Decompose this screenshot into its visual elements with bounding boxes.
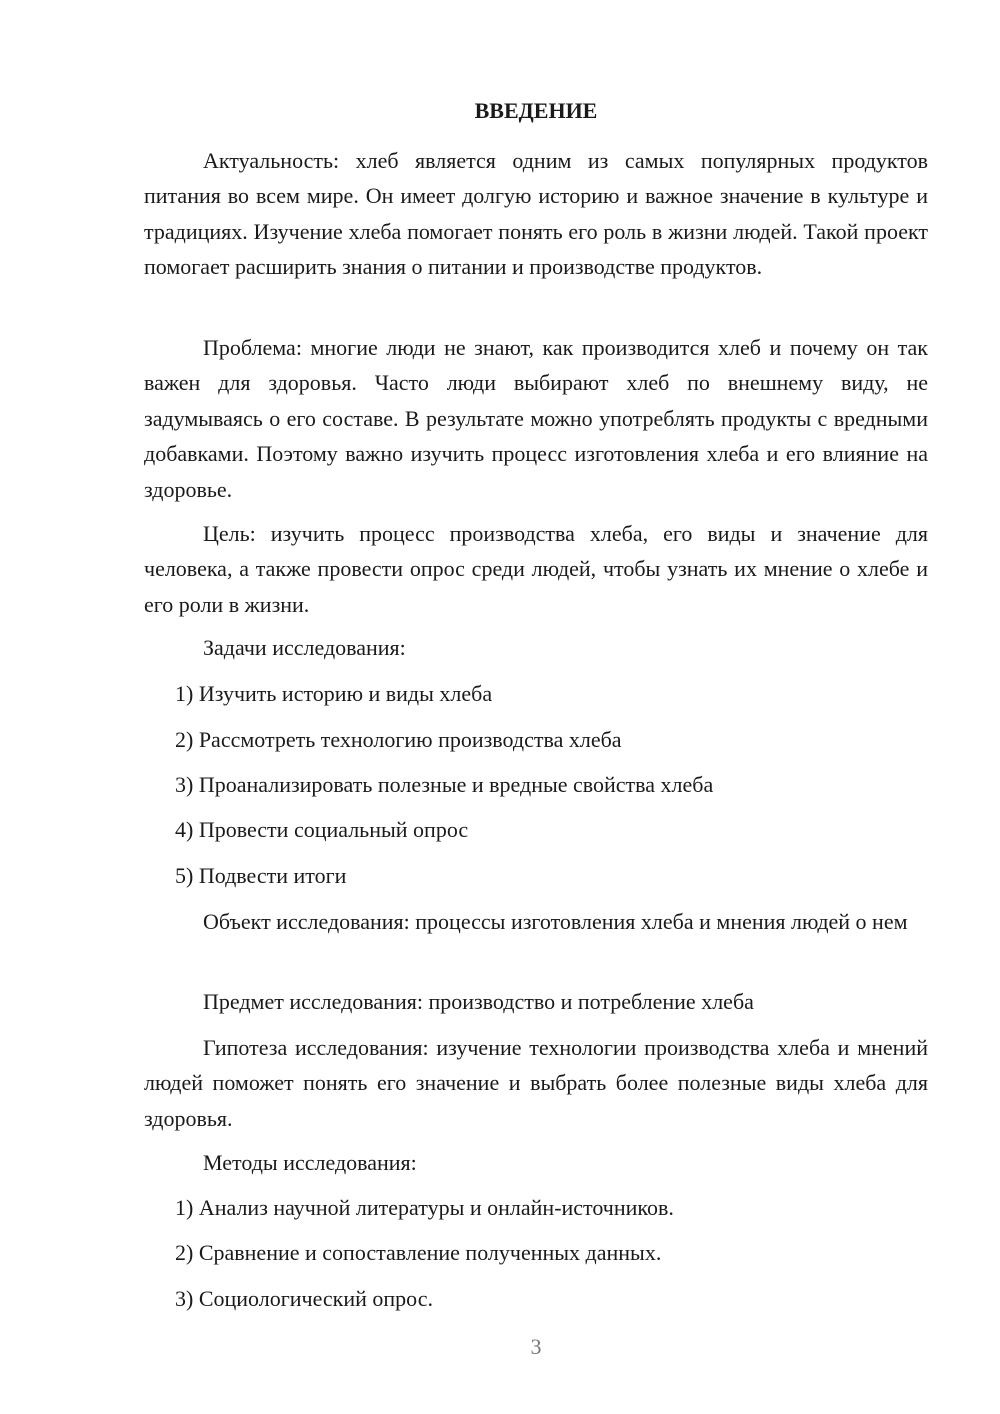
task-item: 3) Проанализировать полезные и вредные свойства хлеба	[175, 772, 714, 797]
hypothesis-paragraph: Гипотеза исследования: изучение технологии производства хлеба и мнений людей поможет понять его значение и выбрать более полезные виды хлеба для здоровья.	[144, 1035, 928, 1131]
page-number: 3	[530, 1334, 542, 1359]
page-title: ВВЕДЕНИЕ	[474, 98, 598, 123]
method-item: 2) Сравнение и сопоставление полученных данных.	[175, 1240, 662, 1265]
methods-heading: Методы исследования:	[203, 1150, 417, 1175]
tasks-heading: Задачи исследования:	[203, 635, 406, 660]
task-item: 2) Рассмотреть технологию производства хлеба	[175, 727, 622, 752]
task-item: 5) Подвести итоги	[175, 863, 347, 888]
subject-line: Предмет исследования: производство и потребление хлеба	[203, 989, 754, 1014]
task-item: 4) Провести социальный опрос	[175, 817, 469, 842]
object-paragraph: Объект исследования: процессы изготовления хлеба и мнения людей о нем	[203, 909, 908, 934]
method-item: 1) Анализ научной литературы и онлайн-источников.	[175, 1195, 674, 1220]
relevance-paragraph: Актуальность: хлеб является одним из самых популярных продуктов питания во всем мире. Он имеет долгую историю и важное значение в культуре и традициях. Изучение хлеба помогает понять его роль в жизни людей. Такой проект помогает расширить знания о питании и производстве продуктов.	[144, 148, 928, 280]
problem-paragraph: Проблема: многие люди не знают, как производится хлеб и почему он так важен для здоровья. Часто люди выбирают хлеб по внешнему виду, не задумываясь о его составе. В результате можно употреблять продукты с вредными добавками. Поэтому важно изучить процесс изготовления хлеба и его влияние на здоровье.	[144, 335, 928, 502]
method-item: 3) Социологический опрос.	[175, 1286, 433, 1311]
task-item: 1) Изучить историю и виды хлеба	[175, 681, 493, 706]
goal-paragraph: Цель: изучить процесс производства хлеба, его виды и значение для человека, а также провести опрос среди людей, чтобы узнать их мнение о хлебе и его роли в жизни.	[144, 521, 928, 617]
